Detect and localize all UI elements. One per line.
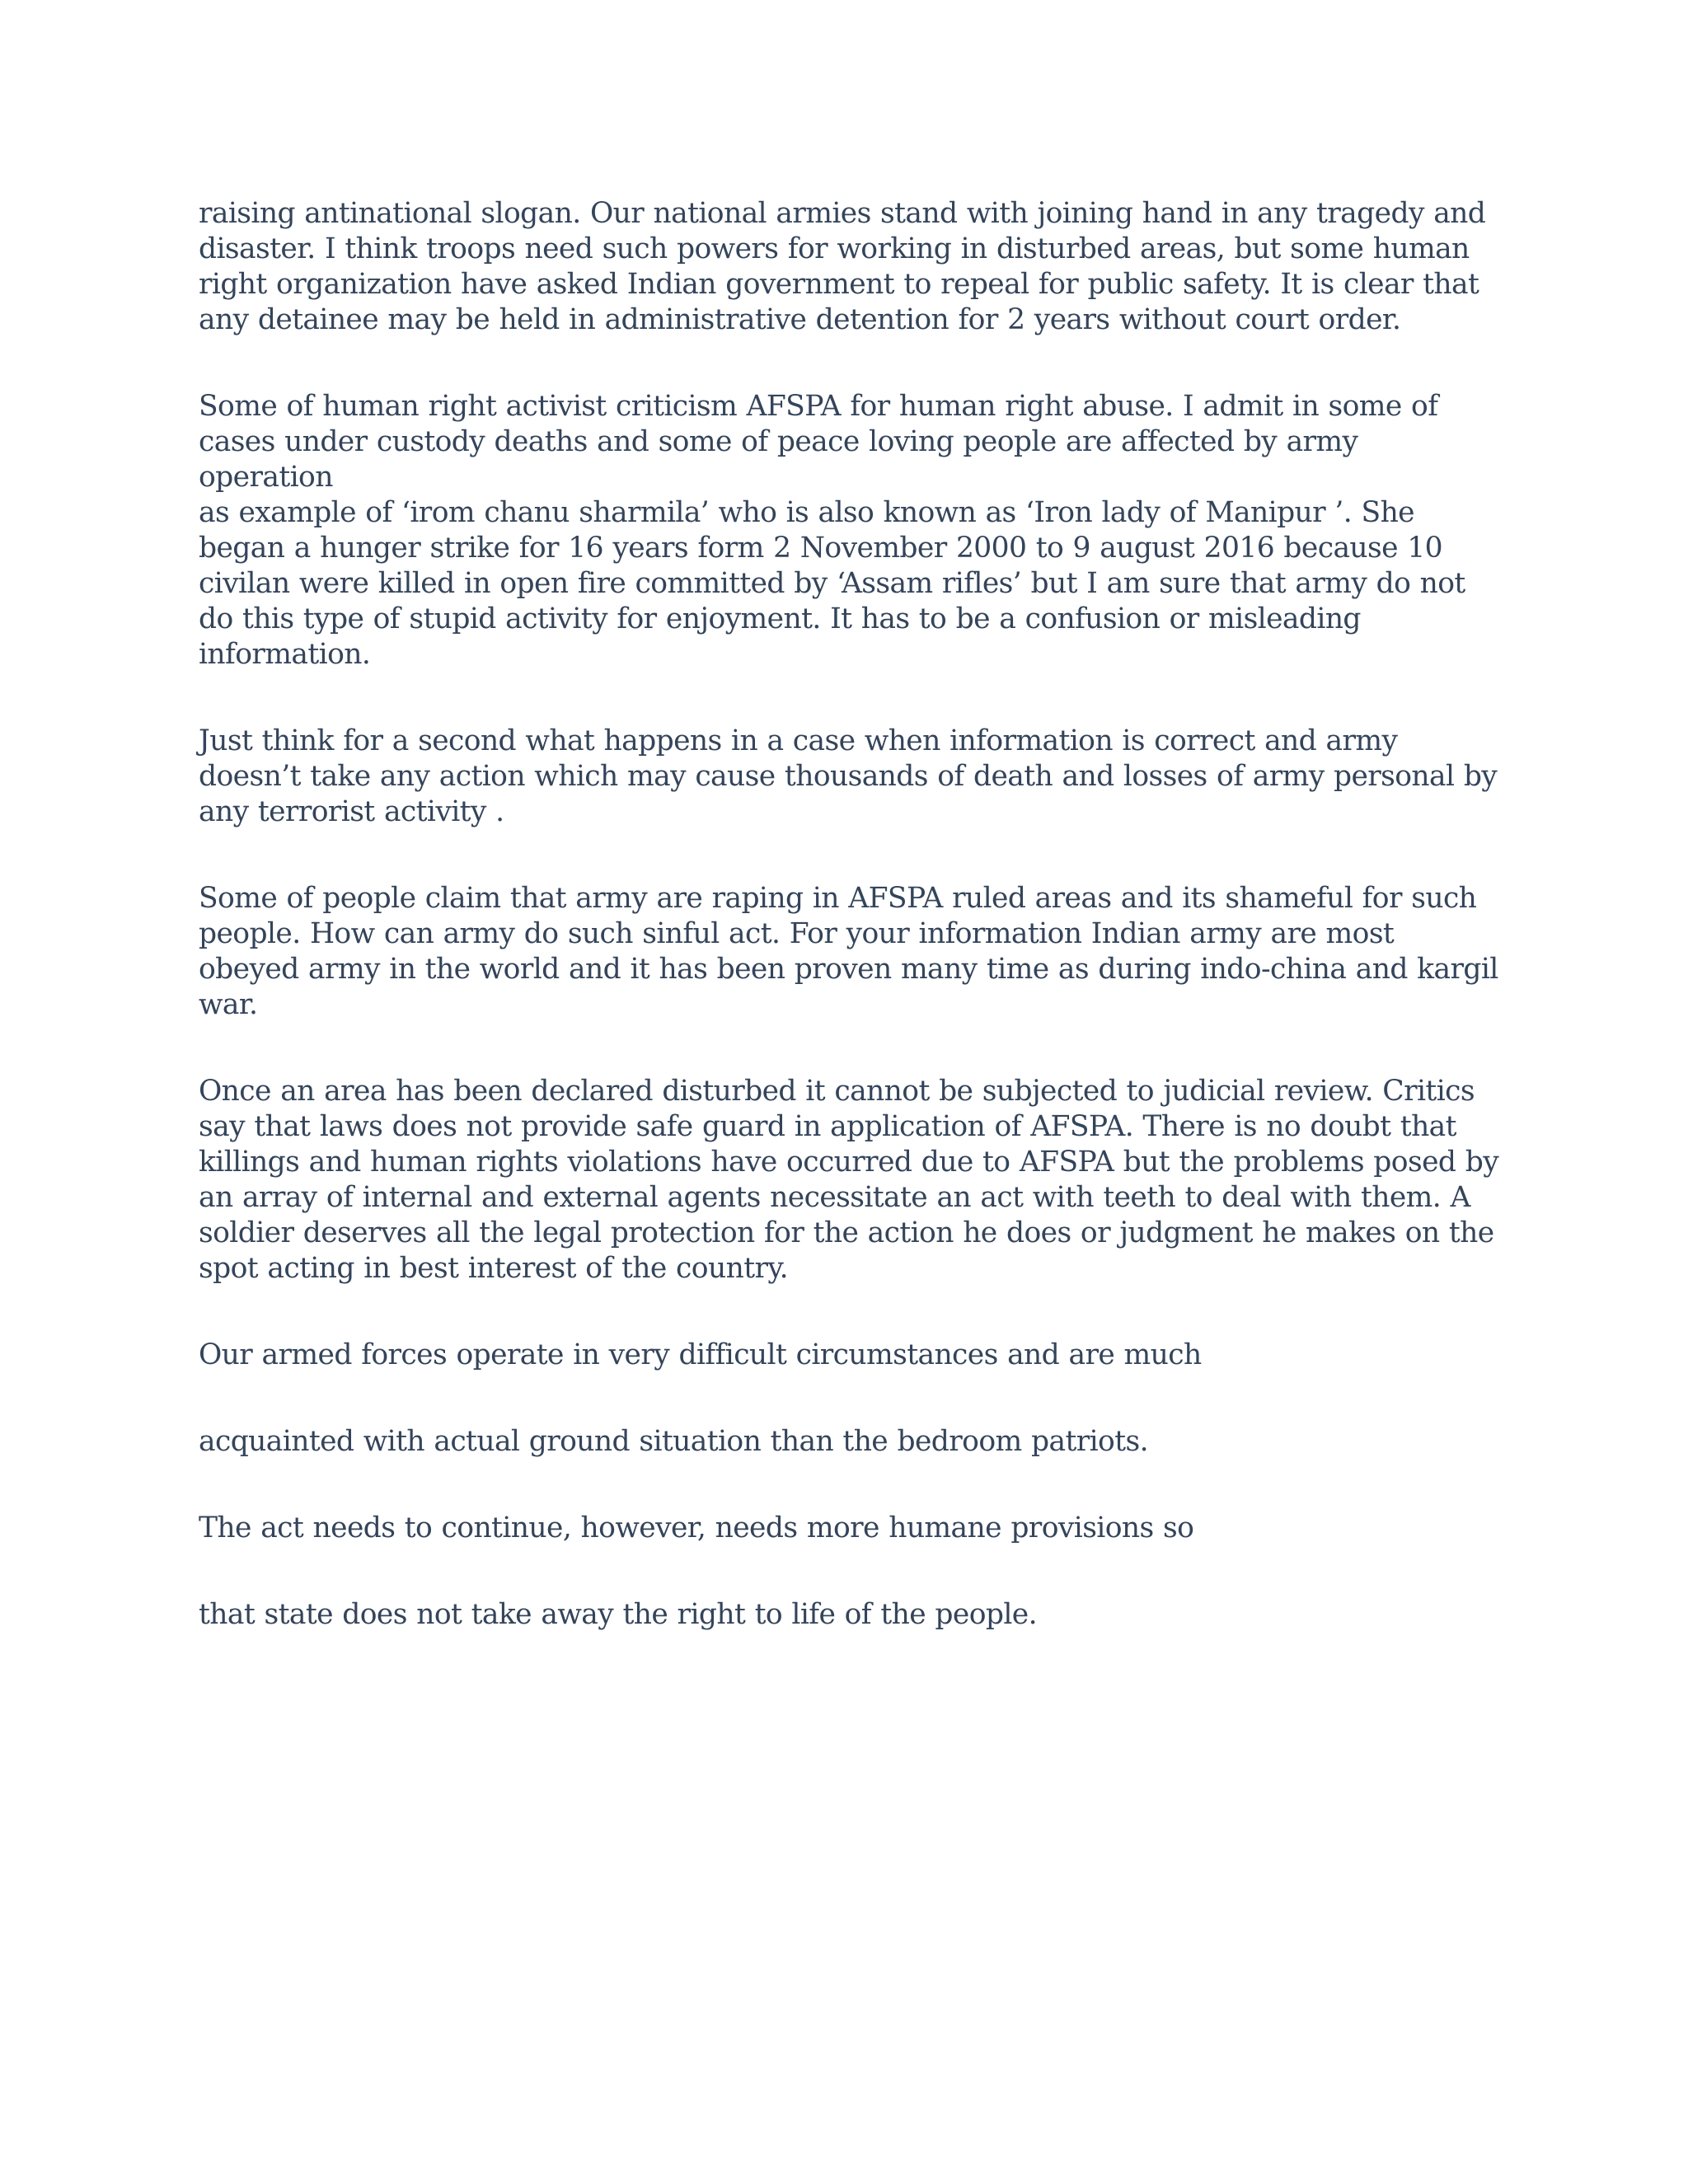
paragraph-armed-forces-line-2: acquainted with actual ground situation than the bedroom patriots. bbox=[199, 1425, 1148, 1458]
paragraph-judicial-review: Once an area has been declared disturbed it cannot be subjected to judicial review. Critics say that laws does not provide safe guard in application of AFSPA. There is no doubt that killings and human rights violations have occurred due to AFSPA but the problems posed by an array of internal and external agents necessitate an act with teeth to deal with them. A soldier deserves all the legal protection for the action he does or judgment he makes on the spot acting in best interest of the country. bbox=[199, 1075, 1499, 1285]
paragraph-just-think: Just think for a second what happens in a case when information is correct and army doesn’t take any action which may cause thousands of death and losses of army personal by any terrorist activity . bbox=[199, 724, 1498, 828]
paragraph-army-claims: Some of people claim that army are raping in AFSPA ruled areas and its shameful for such people. How can army do such sinful act. For your information Indian army are most obeyed army in the world and it has been proven many time as during indo-china and kargil war. bbox=[199, 882, 1498, 1021]
document-body bbox=[199, 196, 1501, 1633]
paragraph-act-continue-line-1: The act needs to continue, however, needs more humane provisions so bbox=[199, 1511, 1194, 1544]
paragraph-detention: raising antinational slogan. Our national armies stand with joining hand in any tragedy and disaster. I think troops need such powers for working in disturbed areas, but some human right organization have asked Indian government to repeal for public safety. It is clear that any detainee may be held in administrative detention for 2 years without court order. bbox=[199, 197, 1486, 336]
paragraph-act-continue-line-2: that state does not take away the right to life of the people. bbox=[199, 1598, 1037, 1631]
paragraph-armed-forces-line-1: Our armed forces operate in very difficult circumstances and are much bbox=[199, 1338, 1202, 1371]
paragraph-human-rights-criticism: Some of human right activist criticism AFSPA for human right abuse. I admit in some of cases under custody deaths and some of peace loving people are affected by army operation as example of ‘irom chanu sharmila’ who is also known as ‘Iron lady of Manipur ’. She began a hunger strike for 16 years form 2 November 2000 to 9 august 2016 because 10 civilan were killed in open fire committed by ‘Assam rifles’ but I am sure that army do not do this type of stupid activity for enjoyment. It has to be a confusion or misleading information. bbox=[199, 390, 1465, 671]
